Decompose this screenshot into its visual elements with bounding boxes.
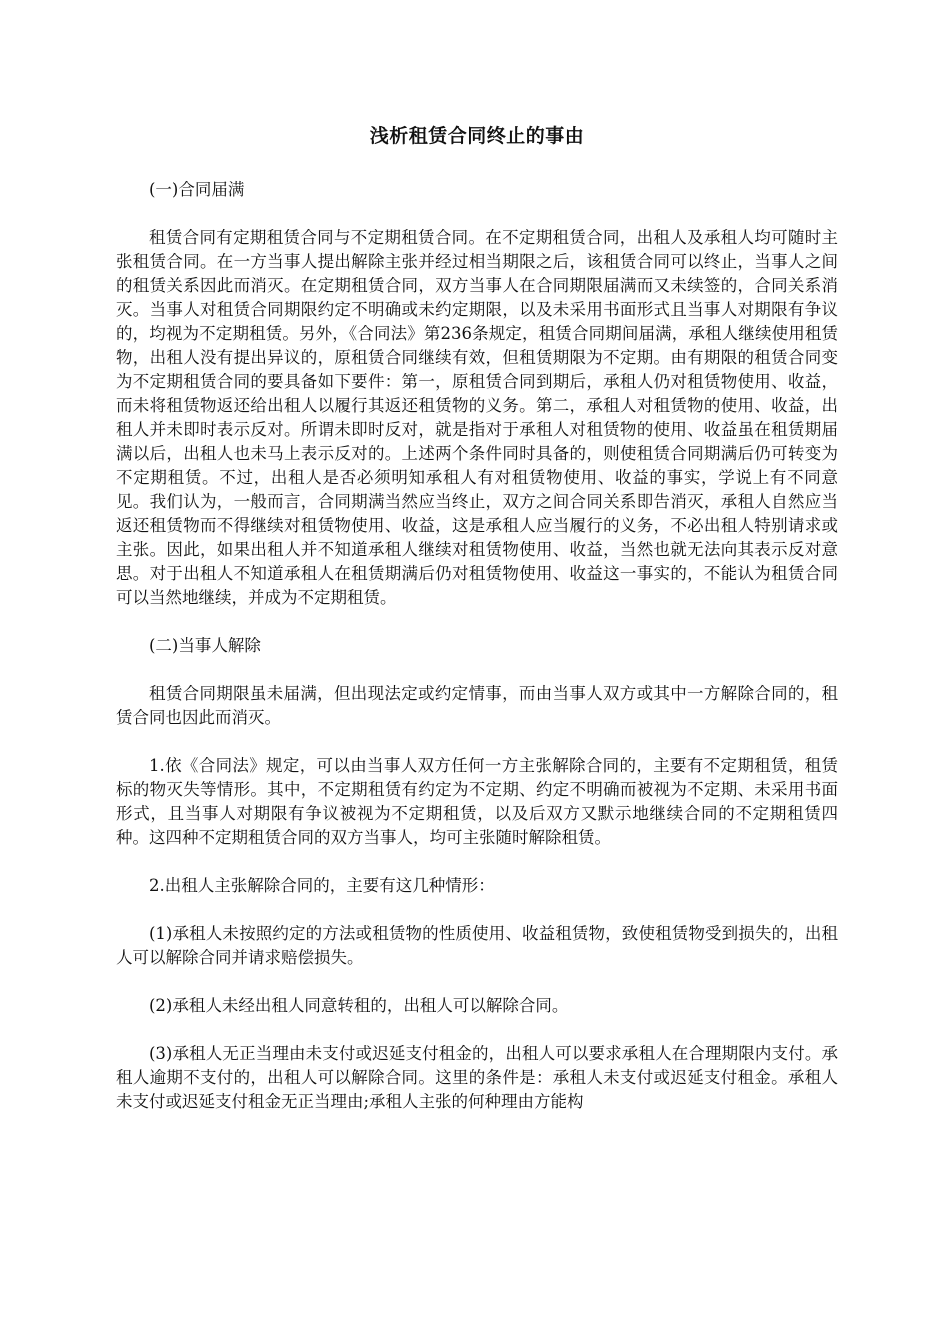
paragraph-contract-expiry: 租赁合同有定期租赁合同与不定期租赁合同。在不定期租赁合同，出租人及承租人均可随时主张租赁合同。在一方当事人提出解除主张并经过相当期限之后，该租赁合同可以终止，当事人之间的租赁关系因此而消灭。在定期租赁合同，双方当事人在合同期限届满而又未续签的，合同关系消灭。当事人对租赁合同期限约定不明确或未约定期限，以及未采用书面形式且当事人对期限有争议的，均视为不定期租赁。另外，《合同法》第236条规定，租赁合同期间届满，承租人继续使用租赁物，出租人没有提出异议的，原租赁合同继续有效，但租赁期限为不定期。由有期限的租赁合同变为不定期租赁合同的要具备如下要件：第一，原租赁合同到期后，承租人仍对租赁物使用、收益，而未将租赁物返还给出租人以履行其返还租赁物的义务。第二，承租人对租赁物的使用、收益，出租人并未即时表示反对。所谓未即时反对，就是指对于承租人对租赁物的使用、收益虽在租赁期届满以后，出租人也未马上表示反对的。上述两个条件同时具备的，则使租赁合同期满后仍可转变为不定期租赁。不过，出租人是否必须明知承租人有对租赁物使用、收益的事实，学说上有不同意见。我们认为，一般而言，合同期满当然应当终止，双方之间合同关系即告消灭，承租人自然应当返还租赁物而不得继续对租赁物使用、收益，这是承租人应当履行的义务，不必出租人特别请求或主张。因此，如果出租人并不知道承租人继续对租赁物使用、收益，当然也就无法向其表示反对意思。对于出租人不知道承租人在租赁期满后仍对租赁物使用、收益这一事实的，不能认为租赁合同可以当然地继续，并成为不定期租赁。 [116, 228, 838, 607]
document-title: 浅析租赁合同终止的事由 [369, 125, 585, 147]
paragraph-item-2: 2.出租人主张解除合同的，主要有这几种情形： [149, 876, 495, 895]
paragraph-item-1: 1.依《合同法》规定，可以由当事人双方任何一方主张解除合同的，主要有不定期租赁，租赁标的物灭失等情形。其中，不定期租赁有约定为不定期、约定不明确而被视为不定期、未采用书面形式，且当事人对期限有争议被视为不定期租赁，以及后双方又默示地继续合同的不定期租赁四种。这四种不定期租赁合同的双方当事人，均可主张随时解除租赁。 [116, 756, 838, 847]
document-page [116, 120, 838, 1138]
paragraph-subitem-1: (1)承租人未按照约定的方法或租赁物的性质使用、收益租赁物，致使租赁物受到损失的，出租人可以解除合同并请求赔偿损失。 [116, 924, 838, 967]
paragraph-subitem-3: (3)承租人无正当理由未支付或迟延支付租金的，出租人可以要求承租人在合理期限内支付。承租人逾期不支付的，出租人可以解除合同。这里的条件是：承租人未支付或迟延支付租金。承租人未支付或迟延支付租金无正当理由;承租人主张的何种理由方能构 [116, 1044, 838, 1111]
section-heading-contract-expiry: (一)合同届满 [149, 180, 245, 199]
section-heading-party-termination: (二)当事人解除 [149, 636, 261, 655]
paragraph-party-termination-intro: 租赁合同期限虽未届满，但出现法定或约定情事，而由当事人双方或其中一方解除合同的，租赁合同也因此而消灭。 [116, 684, 838, 727]
paragraph-subitem-2: (2)承租人未经出租人同意转租的，出租人可以解除合同。 [149, 996, 569, 1015]
